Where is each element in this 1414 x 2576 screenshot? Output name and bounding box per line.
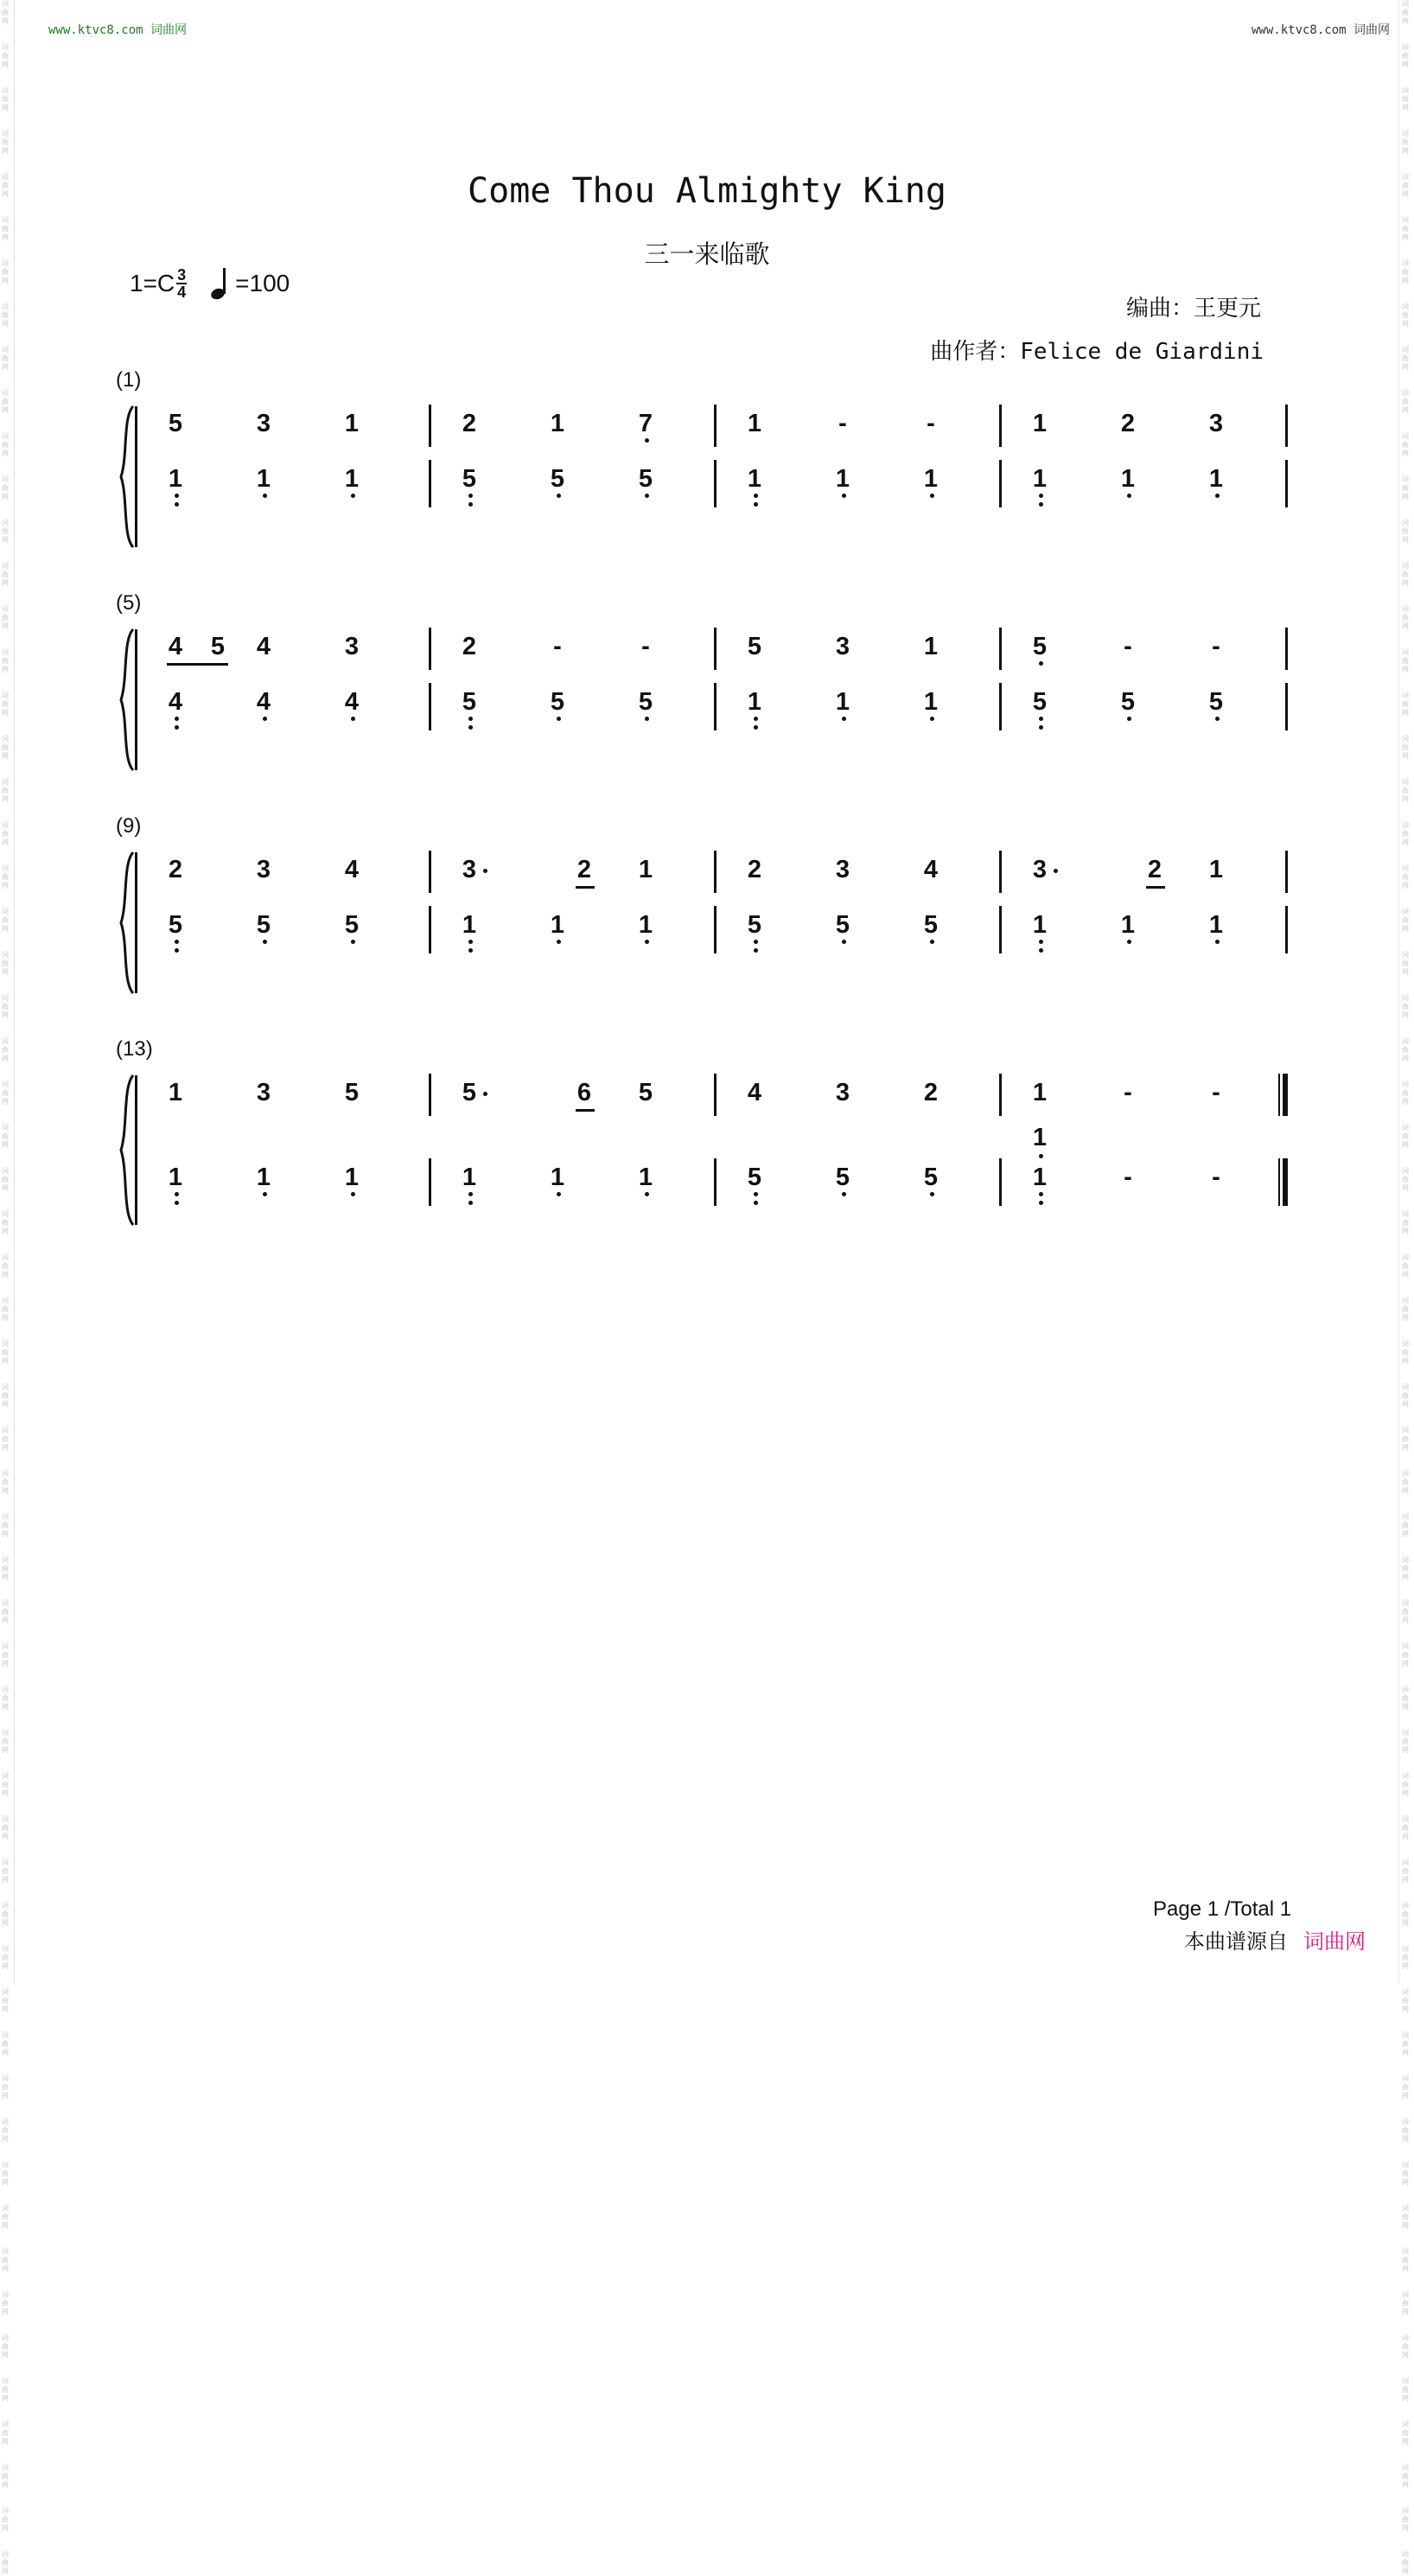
system-start-barline	[135, 406, 137, 547]
upper-note: 2	[576, 856, 592, 883]
barline	[714, 1074, 717, 1116]
barline	[714, 405, 717, 447]
composer: 曲作者：Felice de Giardini	[930, 339, 1264, 365]
low-octave-dot	[754, 940, 758, 944]
key-tempo-line	[130, 266, 290, 301]
time-signature: $\frac{3}{4}$	[177, 266, 187, 301]
lower-note: 5	[747, 911, 762, 939]
lower-note: 5	[638, 688, 653, 716]
lower-note: 1	[923, 688, 939, 716]
upper-note: 2	[1147, 856, 1162, 883]
score-subtitle: 三一来临歌	[644, 241, 770, 269]
low-octave-dot	[468, 502, 473, 507]
low-octave-dot	[1127, 940, 1131, 944]
lower-note: 5	[462, 688, 477, 716]
system-start-barline	[135, 852, 137, 993]
final-barline-thin	[1278, 1158, 1280, 1206]
barline	[714, 460, 717, 507]
low-octave-dot	[175, 948, 179, 953]
staff-brace	[118, 1075, 137, 1225]
low-octave-dot	[557, 1192, 561, 1196]
lower-note: 1	[747, 688, 762, 716]
upper-note: 3	[1032, 856, 1048, 883]
low-octave-dot	[557, 717, 561, 721]
low-octave-dot	[1215, 717, 1220, 721]
measure-number: (5)	[116, 591, 142, 615]
lower-note: 1	[1032, 911, 1048, 939]
upper-note: 1	[1208, 856, 1224, 883]
low-octave-dot	[263, 717, 267, 721]
low-octave-dot	[175, 940, 179, 944]
lower-note: 1	[1208, 911, 1224, 939]
final-barline-thick	[1283, 1074, 1288, 1116]
lower-note: 5	[747, 1164, 762, 1191]
upper-note: 2	[923, 1079, 939, 1106]
barline	[1285, 405, 1288, 447]
low-octave-dot	[754, 1201, 758, 1205]
lower-note: 4	[256, 688, 271, 716]
low-octave-dot	[842, 1192, 846, 1196]
quarter-note-icon	[209, 266, 235, 301]
barline	[999, 628, 1002, 670]
low-octave-dot	[175, 717, 179, 721]
staff-brace	[118, 629, 137, 770]
barline	[1285, 628, 1288, 670]
lower-note: 5	[923, 1164, 939, 1191]
lower-note: 1	[550, 911, 565, 939]
lower-note: -	[1212, 1164, 1220, 1191]
low-octave-dot	[175, 725, 179, 730]
upper-note: 5	[747, 633, 762, 660]
upper-note: 3	[256, 1079, 271, 1106]
measure-number: (9)	[116, 814, 142, 838]
upper-note: 1	[747, 410, 762, 437]
page-indicator: Page 1 /Total 1	[1153, 1897, 1292, 1921]
upper-note: -	[1212, 633, 1220, 660]
measure-number: (1)	[116, 368, 142, 392]
low-octave-dot	[842, 494, 846, 498]
upper-note: 3	[835, 633, 850, 660]
low-octave-dot	[468, 717, 473, 721]
barline	[999, 1074, 1002, 1116]
low-octave-dot	[842, 940, 846, 944]
barline	[999, 460, 1002, 507]
low-octave-dot	[351, 717, 355, 721]
final-barline-thick	[1283, 1158, 1288, 1206]
eighth-underline	[576, 886, 595, 889]
upper-note: 4	[747, 1079, 762, 1106]
upper-note: -	[838, 410, 847, 437]
low-octave-dot	[754, 494, 758, 498]
low-octave-dot	[351, 494, 355, 498]
low-octave-dot	[754, 948, 758, 953]
low-octave-dot	[842, 717, 846, 721]
lower-note: 1	[256, 465, 271, 493]
site-link-left[interactable]: www.ktvc8.com 词曲网	[48, 23, 188, 37]
lower-note: 5	[550, 688, 565, 716]
upper-note: 3	[835, 1079, 850, 1106]
upper-note: 2	[462, 410, 477, 437]
brand-link[interactable]: 词曲网	[1303, 1930, 1366, 1954]
lower-note: 4	[344, 688, 360, 716]
lower-note: 1	[835, 465, 850, 493]
low-octave-dot	[754, 502, 758, 507]
score-title: Come Thou Almighty King	[468, 171, 946, 211]
barline	[429, 628, 431, 670]
lower-note: 5	[550, 465, 565, 493]
upper-note: 5	[638, 1079, 653, 1106]
low-octave-dot	[930, 717, 934, 721]
upper-note: 5	[462, 1079, 477, 1106]
eighth-underline	[576, 1109, 595, 1112]
barline	[429, 1074, 431, 1116]
key-signature: 1=C	[130, 270, 175, 296]
barline	[429, 906, 431, 953]
staff-brace	[118, 406, 137, 547]
barline	[429, 683, 431, 730]
barline	[1285, 851, 1288, 893]
source-credit: 本曲谱源自 词曲网	[1184, 1930, 1366, 1954]
lower-note: -	[1124, 1164, 1132, 1191]
lower-note: 1	[344, 465, 360, 493]
upper-note: 4	[923, 856, 939, 883]
lower-note: 1	[1032, 465, 1048, 493]
barline	[999, 851, 1002, 893]
low-octave-dot	[1039, 1201, 1043, 1205]
low-octave-dot	[645, 940, 649, 944]
upper-note: 4	[168, 633, 183, 660]
low-octave-dot	[351, 940, 355, 944]
lower-note: 4	[168, 688, 183, 716]
upper-note: 5	[168, 410, 183, 437]
barline	[714, 851, 717, 893]
barline	[429, 405, 431, 447]
low-octave-dot	[1039, 717, 1043, 721]
low-octave-dot	[930, 494, 934, 498]
lower-note: 5	[923, 911, 939, 939]
lower-note: 5	[1032, 688, 1048, 716]
low-octave-dot	[468, 940, 473, 944]
barline	[1285, 683, 1288, 730]
lower-note: 1	[638, 1164, 653, 1191]
eighth-underline	[1146, 886, 1165, 889]
upper-note: 2	[462, 633, 477, 660]
low-octave-dot	[645, 717, 649, 721]
lower-note: 1	[923, 465, 939, 493]
low-octave-dot	[175, 1201, 179, 1205]
upper-note: 3	[835, 856, 850, 883]
upper-note: 1	[344, 410, 360, 437]
low-octave-dot	[930, 1192, 934, 1196]
low-octave-dot	[645, 438, 649, 443]
lower-note: 1	[168, 1164, 183, 1191]
low-octave-dot	[263, 494, 267, 498]
barline	[999, 683, 1002, 730]
system-start-barline	[135, 629, 137, 770]
upper-note: -	[1212, 1079, 1220, 1106]
lower-note: 1	[747, 465, 762, 493]
upper-note: 1	[1032, 1079, 1048, 1106]
left-margin-line	[14, 0, 15, 1984]
barline	[714, 683, 717, 730]
upper-note: 3	[462, 856, 477, 883]
upper-note: 5	[344, 1079, 360, 1106]
upper-note: 1	[923, 633, 939, 660]
low-octave-dot	[1039, 494, 1043, 498]
upper-note: -	[1124, 1079, 1132, 1106]
barline	[999, 906, 1002, 953]
lower-note: 1	[256, 1164, 271, 1191]
augmentation-dot	[483, 1092, 487, 1096]
barline	[999, 405, 1002, 447]
lower-note: 5	[256, 911, 271, 939]
upper-note: 3	[256, 410, 271, 437]
low-octave-dot	[645, 1192, 649, 1196]
low-octave-dot	[468, 1192, 473, 1196]
barline	[1285, 906, 1288, 953]
low-octave-dot	[1127, 494, 1131, 498]
lower-note: 1	[462, 911, 477, 939]
low-octave-dot	[1039, 940, 1043, 944]
low-octave-dot	[930, 940, 934, 944]
low-octave-dot	[468, 494, 473, 498]
low-octave-dot	[175, 502, 179, 507]
measure-number: (13)	[116, 1037, 153, 1061]
upper-note: -	[1124, 633, 1132, 660]
barline	[714, 1158, 717, 1206]
lower-note: 5	[835, 1164, 850, 1191]
tempo-value: =100	[235, 270, 290, 296]
staff-brace	[118, 852, 137, 993]
low-octave-dot	[1039, 502, 1043, 507]
upper-note: 2	[168, 856, 183, 883]
lower-note: 1	[1208, 465, 1224, 493]
barline	[1285, 460, 1288, 507]
final-barline-thin	[1278, 1074, 1280, 1116]
low-octave-dot	[1127, 717, 1131, 721]
lower-note: 5	[344, 911, 360, 939]
lower-note: 1	[344, 1164, 360, 1191]
low-octave-dot	[557, 940, 561, 944]
low-octave-dot	[754, 1192, 758, 1196]
upper-note: 2	[1120, 410, 1136, 437]
lower-note: 1	[168, 465, 183, 493]
upper-note: 3	[344, 633, 360, 660]
barline	[429, 1158, 431, 1206]
upper-note: 1	[550, 410, 565, 437]
barline	[429, 851, 431, 893]
low-octave-dot	[468, 725, 473, 730]
low-octave-dot	[1215, 940, 1220, 944]
lower-note: 1	[1120, 465, 1136, 493]
lower-note: 1	[1120, 911, 1136, 939]
low-octave-dot	[1039, 725, 1043, 730]
eighth-underline	[167, 663, 228, 666]
upper-note: 1	[638, 856, 653, 883]
watermark-column-right: 词 曲 网 词 曲 网 词 曲 网 词 曲 网 词 曲 网 词 曲 网 词 曲 网 词 曲 网 词 曲 网 词 曲 网 词 曲 网 词 曲 网 词 曲 网 词 曲 网 词 曲 网 词 曲 网 词 曲 网 词 曲 网 词 曲 网 词 曲 网 词 曲 网 词 曲 网 词 曲 网 词 曲 网 词 曲 网 词 曲 网 词 曲 网 词 曲 网 词 曲 网 词 曲 网 词 曲 网 词 曲 网 词 曲 网 词 曲 网 词 曲 网 词 曲 网 词 曲 网 词 曲 网 词 曲 网 词 曲 网 词 曲 网 词 曲 网 词 曲 网 词 曲 网 词 曲 网 词 曲 网 词 曲 网 词 曲 网 词 曲 网 词 曲 网 词 曲 网 词 曲 网 词 曲 网 词 曲 网 词 曲 网 词 曲 网 词 曲 网 词 曲 网 词 曲 网 词 曲 网	[1402, 0, 1409, 2575]
low-octave-dot	[175, 494, 179, 498]
barline	[714, 628, 717, 670]
augmentation-dot	[483, 869, 487, 873]
upper-note: 2	[747, 856, 762, 883]
lower-note: 1	[462, 1164, 477, 1191]
upper-note: 5	[210, 633, 226, 660]
upper-note: 7	[638, 410, 653, 437]
low-octave-dot	[1039, 661, 1043, 666]
lower-note: 5	[462, 465, 477, 493]
lower-note: 1	[550, 1164, 565, 1191]
lower-note: 1	[835, 688, 850, 716]
right-margin-line	[1398, 0, 1399, 1984]
barline	[999, 1158, 1002, 1206]
augmentation-dot	[1054, 869, 1058, 873]
upper-note: 6	[576, 1079, 592, 1106]
low-octave-dot	[1215, 494, 1220, 498]
upper-note: 3	[1208, 410, 1224, 437]
lower-chord-note: 1	[1032, 1124, 1048, 1151]
upper-note: 4	[344, 856, 360, 883]
low-octave-dot	[263, 940, 267, 944]
lower-note: 5	[1120, 688, 1136, 716]
lower-note: 5	[638, 465, 653, 493]
upper-note: 5	[1032, 633, 1048, 660]
low-octave-dot	[754, 725, 758, 730]
upper-note: 3	[256, 856, 271, 883]
low-octave-dot	[468, 948, 473, 953]
lower-note: 5	[1208, 688, 1224, 716]
upper-note: -	[927, 410, 935, 437]
chord-dot	[1039, 1154, 1043, 1158]
barline	[429, 460, 431, 507]
site-link-right[interactable]: www.ktvc8.com 词曲网	[1252, 23, 1391, 37]
lower-note: 5	[168, 911, 183, 939]
low-octave-dot	[1039, 1192, 1043, 1196]
low-octave-dot	[645, 494, 649, 498]
barline	[714, 906, 717, 953]
low-octave-dot	[351, 1192, 355, 1196]
lower-note: 1	[638, 911, 653, 939]
system-start-barline	[135, 1075, 137, 1225]
upper-note: -	[553, 633, 562, 660]
lower-note: 1	[1032, 1164, 1048, 1191]
low-octave-dot	[175, 1192, 179, 1196]
watermark-column-left: 词 曲 网 词 曲 网 词 曲 网 词 曲 网 词 曲 网 词 曲 网 词 曲 网 词 曲 网 词 曲 网 词 曲 网 词 曲 网 词 曲 网 词 曲 网 词 曲 网 词 曲 网 词 曲 网 词 曲 网 词 曲 网 词 曲 网 词 曲 网 词 曲 网 词 曲 网 词 曲 网 词 曲 网 词 曲 网 词 曲 网 词 曲 网 词 曲 网 词 曲 网 词 曲 网 词 曲 网 词 曲 网 词 曲 网 词 曲 网 词 曲 网 词 曲 网 词 曲 网 词 曲 网 词 曲 网 词 曲 网 词 曲 网 词 曲 网 词 曲 网 词 曲 网 词 曲 网 词 曲 网 词 曲 网 词 曲 网 词 曲 网 词 曲 网 词 曲 网 词 曲 网 词 曲 网 词 曲 网 词 曲 网 词 曲 网 词 曲 网 词 曲 网 词 曲 网 词 曲 网	[2, 0, 9, 2575]
upper-note: -	[641, 633, 650, 660]
lower-note: 5	[835, 911, 850, 939]
upper-note: 4	[256, 633, 271, 660]
upper-note: 1	[168, 1079, 183, 1106]
low-octave-dot	[1039, 948, 1043, 953]
low-octave-dot	[557, 494, 561, 498]
low-octave-dot	[468, 1201, 473, 1205]
low-octave-dot	[263, 1192, 267, 1196]
arranger: 编曲：王更元	[1125, 295, 1261, 321]
low-octave-dot	[754, 717, 758, 721]
upper-note: 1	[1032, 410, 1048, 437]
